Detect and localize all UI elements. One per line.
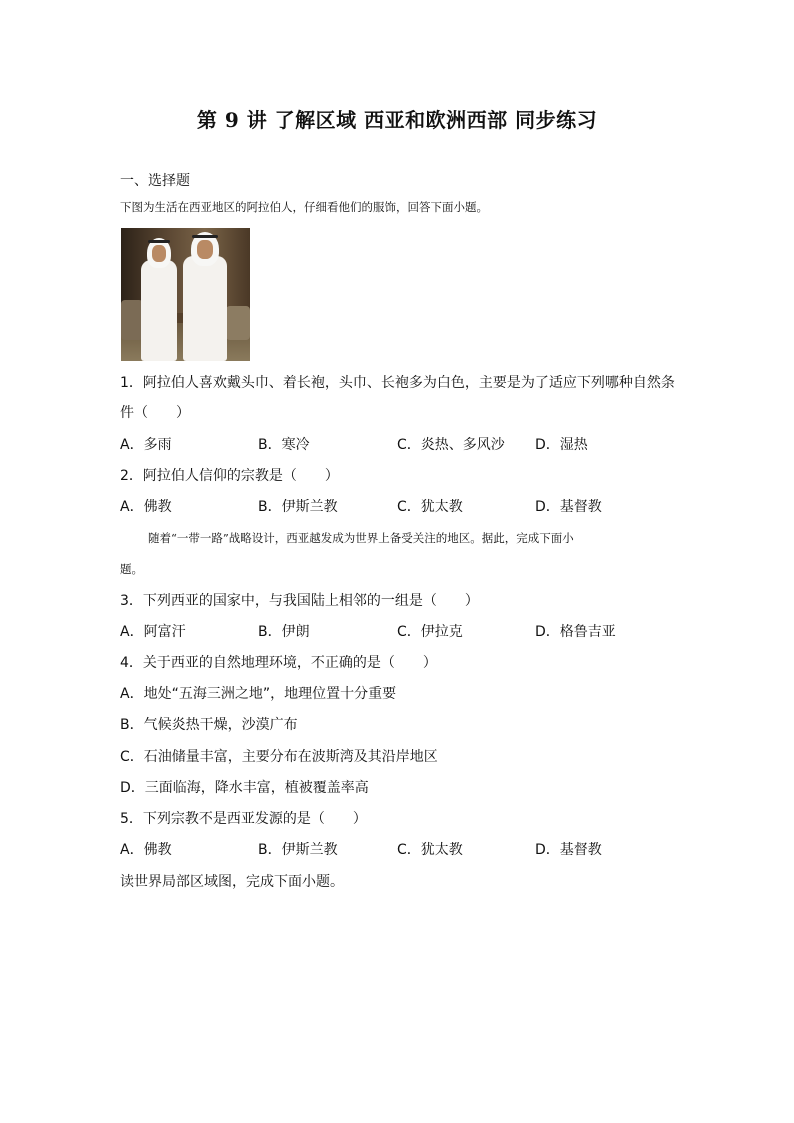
intro-text-2-cont: 题。	[120, 562, 143, 576]
person-right-face	[197, 240, 213, 259]
q1-option-a: A．多雨	[120, 437, 172, 453]
q2-option-d: D．基督教	[535, 499, 602, 515]
arab-men-photo	[121, 228, 250, 361]
person-left-agal	[148, 240, 170, 243]
q2-option-a: A．佛教	[120, 499, 172, 515]
q2-option-c: C．犹太教	[397, 499, 463, 515]
question-3-text: 3．下列西亚的国家中，与我国陆上相邻的一组是（ ）	[120, 593, 479, 609]
photo-sofa-right	[226, 306, 250, 340]
person-left-face	[152, 245, 166, 262]
question-4-text: 4．关于西亚的自然地理环境，不正确的是（ ）	[120, 655, 437, 671]
outro-text: 读世界局部区域图，完成下面小题。	[120, 874, 344, 890]
photo-sofa-left	[121, 300, 143, 340]
intro-text-1: 下图为生活在西亚地区的阿拉伯人，仔细看他们的服饰，回答下面小题。	[120, 200, 488, 214]
q1-option-d: D．湿热	[535, 437, 588, 453]
q5-option-b: B．伊斯兰教	[258, 842, 338, 858]
person-left-robe	[141, 260, 177, 361]
question-1-text: 1．阿拉伯人喜欢戴头巾、着长袍，头巾、长袍多为白色，主要是为了适应下列哪种自然条	[120, 375, 675, 391]
q3-option-c: C．伊拉克	[397, 624, 463, 640]
q1-option-c: C．炎热、多风沙	[397, 437, 505, 453]
q5-option-d: D．基督教	[535, 842, 602, 858]
section-heading: 一、选择题	[120, 173, 190, 189]
q5-option-c: C．犹太教	[397, 842, 463, 858]
question-1-text-cont: 件（ ）	[120, 405, 190, 421]
q5-option-a: A．佛教	[120, 842, 172, 858]
question-2-text: 2．阿拉伯人信仰的宗教是（ ）	[120, 468, 339, 484]
person-right-agal	[192, 235, 218, 238]
q4-option-c: C．石油储量丰富，主要分布在波斯湾及其沿岸地区	[120, 749, 438, 765]
q4-option-b: B．气候炎热干燥，沙漠广布	[120, 717, 298, 733]
q3-option-d: D．格鲁吉亚	[535, 624, 616, 640]
q3-option-b: B．伊朗	[258, 624, 310, 640]
q1-option-b: B．寒冷	[258, 437, 310, 453]
question-5-text: 5．下列宗教不是西亚发源的是（ ）	[120, 811, 367, 827]
page-title: 第 9 讲 了解区域 西亚和欧洲西部 同步练习	[196, 108, 598, 132]
intro-text-2: 随着“一带一路”战略设计，西亚越发成为世界上备受关注的地区。据此，完成下面小	[148, 531, 574, 545]
q4-option-d: D．三面临海，降水丰富，植被覆盖率高	[120, 780, 369, 796]
q4-option-a: A．地处“五海三洲之地”，地理位置十分重要	[120, 686, 397, 702]
q2-option-b: B．伊斯兰教	[258, 499, 338, 515]
q3-option-a: A．阿富汗	[120, 624, 186, 640]
person-right-robe	[183, 256, 227, 361]
